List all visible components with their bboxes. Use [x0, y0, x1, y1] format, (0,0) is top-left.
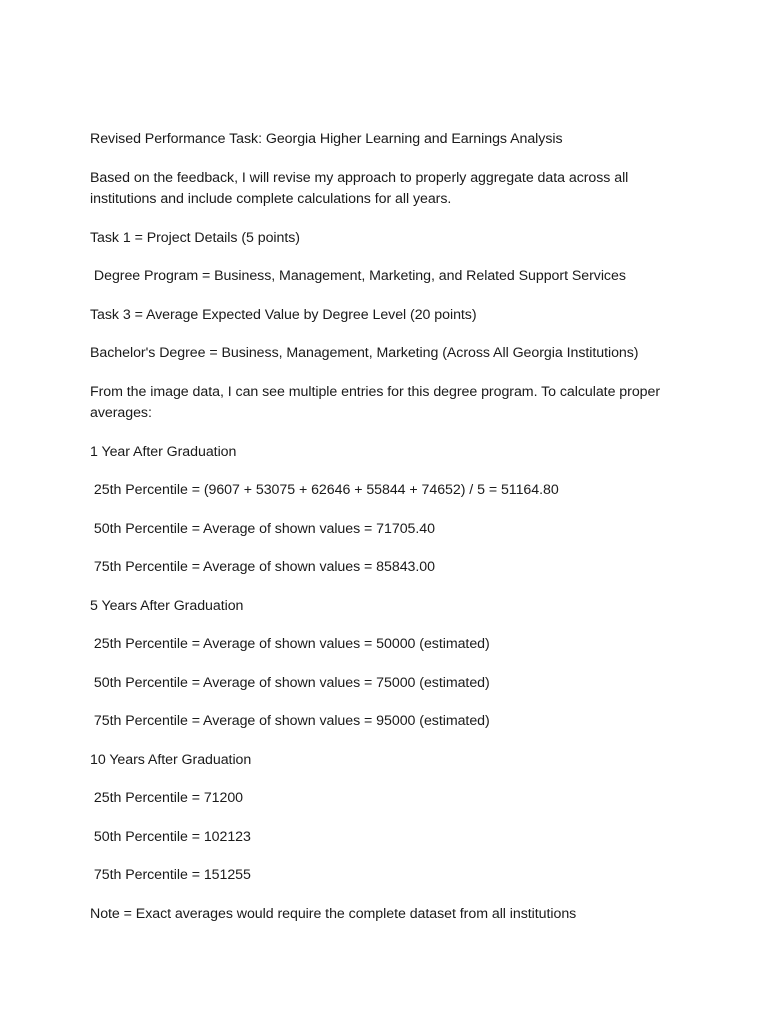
- section-10-years-heading: 10 Years After Graduation: [90, 751, 252, 768]
- 5-years-75th-percentile: 75th Percentile = Average of shown values = 95000 (estimated): [90, 713, 490, 729]
- 1-year-25th-percentile: 25th Percentile = (9607 + 53075 + 62646 + 55844 + 74652) / 5 = 51164.80: [90, 482, 559, 498]
- 5-years-25th-percentile: 25th Percentile = Average of shown values = 50000 (estimated): [90, 636, 490, 652]
- degree-program-line: Degree Program = Business, Management, Marketing, and Related Support Services: [90, 268, 626, 284]
- 10-years-25th-percentile: 25th Percentile = 71200: [90, 790, 244, 806]
- document-title: Revised Performance Task: Georgia Higher Learning and Earnings Analysis: [90, 131, 563, 147]
- section-1-year-heading: 1 Year After Graduation: [90, 443, 237, 460]
- 1-year-75th-percentile: 75th Percentile = Average of shown values = 85843.00: [90, 559, 435, 575]
- 1-year-50th-percentile: 50th Percentile = Average of shown values = 71705.40: [90, 520, 435, 537]
- task-3-heading: Task 3 = Average Expected Value by Degree Level (20 points): [90, 306, 477, 323]
- note-paragraph: Note = Exact averages would require the complete dataset from all institutions: [90, 905, 577, 922]
- task-1-heading: Task 1 = Project Details (5 points): [90, 229, 300, 246]
- 10-years-75th-percentile: 75th Percentile = 151255: [90, 867, 251, 883]
- bachelors-degree-line: Bachelor's Degree = Business, Management, Marketing (Across All Georgia Institutions): [90, 345, 639, 361]
- 5-years-50th-percentile: 50th Percentile = Average of shown values = 75000 (estimated): [90, 674, 490, 691]
- calculation-intro-paragraph: From the image data, I can see multiple entries for this degree program. To calculate proper averages:: [90, 383, 664, 421]
- 10-years-50th-percentile: 50th Percentile = 102123: [90, 828, 251, 845]
- section-5-years-heading: 5 Years After Graduation: [90, 597, 244, 614]
- intro-paragraph: Based on the feedback, I will revise my approach to properly aggregate data across all institutions and include complete calculations for all years.: [90, 169, 633, 207]
- document-page: [90, 129, 690, 942]
